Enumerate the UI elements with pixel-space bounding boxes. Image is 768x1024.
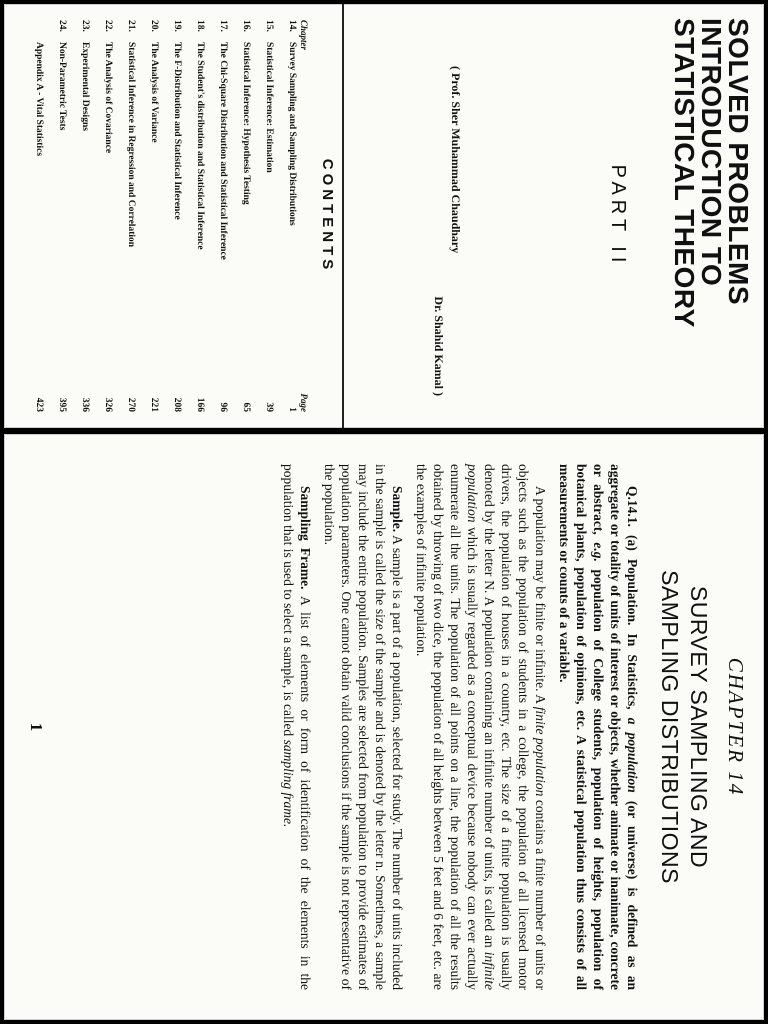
text-emphasis: e.g. [591,542,606,562]
contents-panel [4,4,342,428]
toc-page-number: 423 [34,397,44,412]
text-emphasis: infinite population [465,464,497,990]
paragraph-population [556,464,641,990]
author-2: Dr. Shahid Kamal ) [432,296,446,396]
toc-page-number: 221 [149,397,159,412]
toc-row [205,20,228,412]
toc-header [299,20,309,412]
toc-chapter-title: Appendix A - Vital Statistics [34,42,44,157]
toc-row [251,20,274,412]
text: A sample is a part of a population, selected for study. The number of units included in the sample is called the size of the sample and is denoted by the letter n. Sometimes, a sample may include the entire population. Samples are selected from population to provide estimates of population parameters. One cannot obtain valid conclusions if the sample is not representative of the population. [322,464,405,990]
toc-chapter-title: Non-Parametric Tests [57,42,67,131]
toc-row [136,20,159,412]
toc-chapter-number: 16. [241,20,251,32]
text-emphasis: sampling frame. [281,739,296,828]
toc-chapter-number: 15. [264,20,274,32]
toc-row [44,20,67,412]
toc-page-number: 336 [80,397,90,412]
text-emphasis: finite population [533,706,548,797]
book-title [671,18,752,414]
toc-row [182,20,205,412]
toc-col-page: Page [299,393,309,412]
toc-page-number: 326 [103,397,113,412]
toc-chapter-title: The Chi-Square Distribution and Statistical Inference [218,42,228,260]
author-1: ( Prof. Sher Muhammad Chaudhary [449,66,463,254]
text: A list of elements or form of identification of the elements in the population that is used to select a sample, is called [281,464,313,990]
page-number: 1 [27,722,46,732]
chapter-body [280,464,641,990]
toc-chapter-number: 17. [218,20,228,32]
chapter-title [655,434,713,1020]
text: (or universe) is defined as an aggregate or totality of units of interest or objects, whether animate or inanimate, concrete or abstract, [591,464,640,990]
chapter-page-rotated [4,434,764,1020]
term-sampling-frame: Sampling Frame. [298,486,313,590]
toc-page-number: 395 [57,397,67,412]
term-sample: Sample. [390,486,405,533]
paragraph-finite-infinite [413,464,549,990]
toc-row [228,20,251,412]
question-lead: Q.14.1. (a) Population. [625,486,640,626]
toc-page-number: 96 [218,402,228,412]
toc-chapter-number: 14. [287,20,297,32]
toc-page-number: 1 [287,407,297,412]
toc-chapter-title: Experimental Designs [80,42,90,131]
toc-chapter-title: Survey Sampling and Sampling Distributions [287,42,297,226]
toc-chapter-title: The Analysis of Variance [149,42,159,143]
toc-chapter-title: The Analysis of Covariance [103,42,113,154]
text: contains a finite number of units or objects such as the population of students in a college, the population of all licensed motor drivers, the population of houses in a country, etc. The size of a finite population is usually denoted by the letter N. A population containing an infinite number of units, is called an [482,464,548,991]
text: A population may be finite or infinite. A [533,486,548,704]
toc-row [113,20,136,412]
contents-heading: CONTENTS [319,158,336,274]
toc-chapter-title: The Student's distribution and Statistical Inference [195,42,205,250]
chapter-title-line: SAMPLING DISTRIBUTIONS [657,570,683,884]
book-title-line: SOLVED PROBLEMS [723,18,754,306]
toc-row [90,20,113,412]
text: which is usually regarded as a conceptual device because nobody can ever actually enumerate all the units. The population of all points on a line, the population of all the results obtained by throwing of two dice, the population of all heights between 5 feet and 6 feet, etc. are the examples of infinite population. [414,464,480,991]
text: In Statistics, [625,633,640,710]
text-emphasis: a population [625,717,640,793]
toc-chapter-number: 19. [172,20,182,32]
toc-chapter-title: Statistical Inference: Hypothesis Testing [241,42,251,205]
chapter-title-line: SURVEY SAMPLING AND [686,585,712,869]
chapter-page [4,434,764,1020]
toc-chapter-title: The F-Distribution and Statistical Inference [172,42,182,220]
toc-chapter-number: 23. [80,20,90,32]
toc-page-number: 208 [172,397,182,412]
toc-page-number: 166 [195,397,205,412]
book-title-line: INTRODUCTION TO [696,18,727,287]
authors [430,18,464,414]
toc-chapter-title: Statistical Inference in Regression and Correlation [126,42,136,248]
toc-chapter-number: 21. [126,20,136,32]
toc-row [159,20,182,412]
paragraph-sampling-frame [280,464,314,990]
toc-row [274,20,297,412]
toc-col-chapter: Chapter [299,20,309,51]
title-contents-page [4,4,764,428]
toc-chapter-title: Statistical Inference: Estimation [264,42,274,173]
toc-row [21,20,44,412]
part-label: PART II [607,164,629,268]
toc-list [21,4,297,428]
toc-chapter-number: 22. [103,20,113,32]
book-title-line: STATISTICAL THEORY [669,18,700,328]
toc-page-number: 65 [241,402,251,412]
text: population of College students, population of heights, population of botanical plants, population of opinions, etc. A statistical population thus consists of all measurements or counts of a variable. [557,464,606,990]
toc-chapter-number: 24. [57,20,67,32]
toc-page-number: 39 [264,402,274,412]
toc-page-number: 270 [126,397,136,412]
toc-chapter-number: 20. [149,20,159,32]
title-panel [342,4,764,428]
title-contents-rotated [4,4,764,428]
paragraph-sample [321,464,406,990]
chapter-label: CHAPTER 14 [724,657,748,797]
toc-row [67,20,90,412]
toc-chapter-number: 18. [195,20,205,32]
